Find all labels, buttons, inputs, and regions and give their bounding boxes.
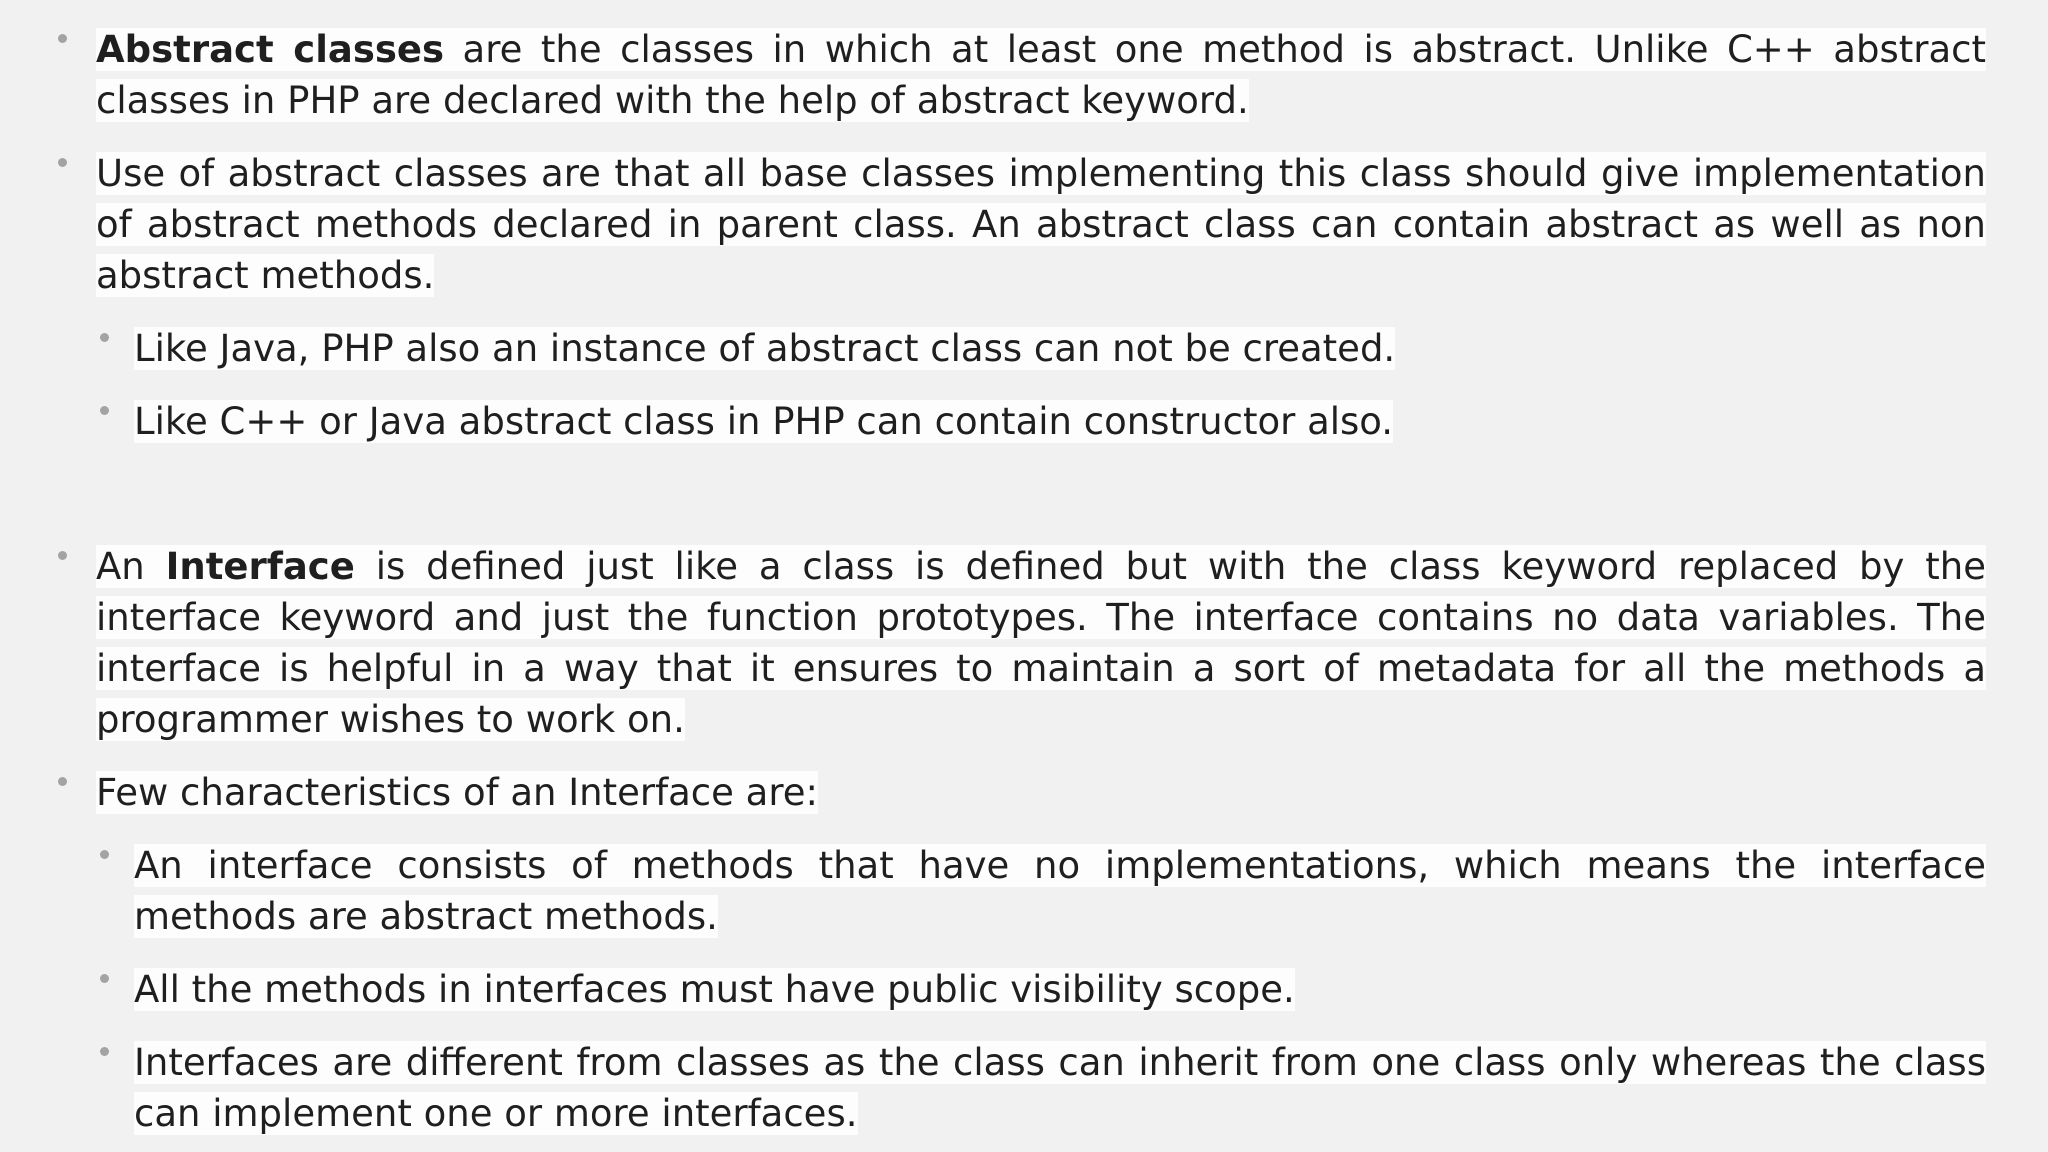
bullet-dot-icon	[100, 974, 109, 983]
bullet-text	[134, 1037, 1986, 1139]
bullet-text	[96, 541, 1986, 745]
sub-bullet-item-java-instance	[134, 323, 1986, 374]
slide-content	[96, 24, 1986, 1139]
bullet-prefix: An	[96, 545, 166, 588]
bullet-text	[96, 767, 1986, 818]
bullet-dot-icon	[100, 1047, 109, 1056]
bullet-body: is defined just like a class is defined but with the class keyword replaced by the interface keyword and just the function prototypes. The interface contains no data variables. The interface is helpful in a way that it ensures to maintain a sort of metadata for all the methods a programmer wishes to work on.	[96, 545, 1986, 741]
bullet-text	[134, 396, 1986, 447]
bullet-item-interface	[96, 541, 1986, 745]
bullet-body: Use of abstract classes are that all base classes implementing this class should give implementation of abstract methods declared in parent class. An abstract class can contain abstract as well as non abstract methods.	[96, 152, 1986, 297]
bullet-text	[134, 964, 1986, 1015]
bullet-item-interface-characteristics	[96, 767, 1986, 818]
bullet-dot-icon	[58, 551, 67, 560]
sub-bullet-item-constructor	[134, 396, 1986, 447]
bullet-body: An interface consists of methods that have no implementations, which means the interface methods are abstract methods.	[134, 844, 1986, 938]
bullet-item-abstract-use	[96, 148, 1986, 301]
bullet-dot-icon	[100, 406, 109, 415]
bullet-body: Interfaces are different from classes as the class can inherit from one class only whereas the class can implement one or more interfaces.	[134, 1041, 1986, 1135]
bullet-dot-icon	[100, 850, 109, 859]
bold-term: Interface	[165, 545, 355, 588]
bullet-body: All the methods in interfaces must have public visibility scope.	[134, 968, 1295, 1011]
sub-bullet-item-multiple-interfaces	[134, 1037, 1986, 1139]
bullet-dot-icon	[58, 34, 67, 43]
bullet-dot-icon	[100, 333, 109, 342]
bullet-text	[134, 323, 1986, 374]
bullet-body: Few characteristics of an Interface are:	[96, 771, 818, 814]
bullet-body: are the classes in which at least one method is abstract. Unlike C++ abstract classes in PHP are declared with the help of abstract keyword.	[96, 28, 1986, 122]
bullet-text	[134, 840, 1986, 942]
bullet-dot-icon	[58, 777, 67, 786]
bullet-body: Like C++ or Java abstract class in PHP can contain constructor also.	[134, 400, 1394, 443]
bullet-body: Like Java, PHP also an instance of abstract class can not be created.	[134, 327, 1396, 370]
bullet-item-abstract-classes	[96, 24, 1986, 126]
bullet-text	[96, 24, 1986, 126]
bullet-text	[96, 148, 1986, 301]
bold-term: Abstract classes	[96, 28, 445, 71]
bullet-dot-icon	[58, 158, 67, 167]
sub-bullet-item-public-visibility	[134, 964, 1986, 1015]
sub-bullet-item-no-implementations	[134, 840, 1986, 942]
